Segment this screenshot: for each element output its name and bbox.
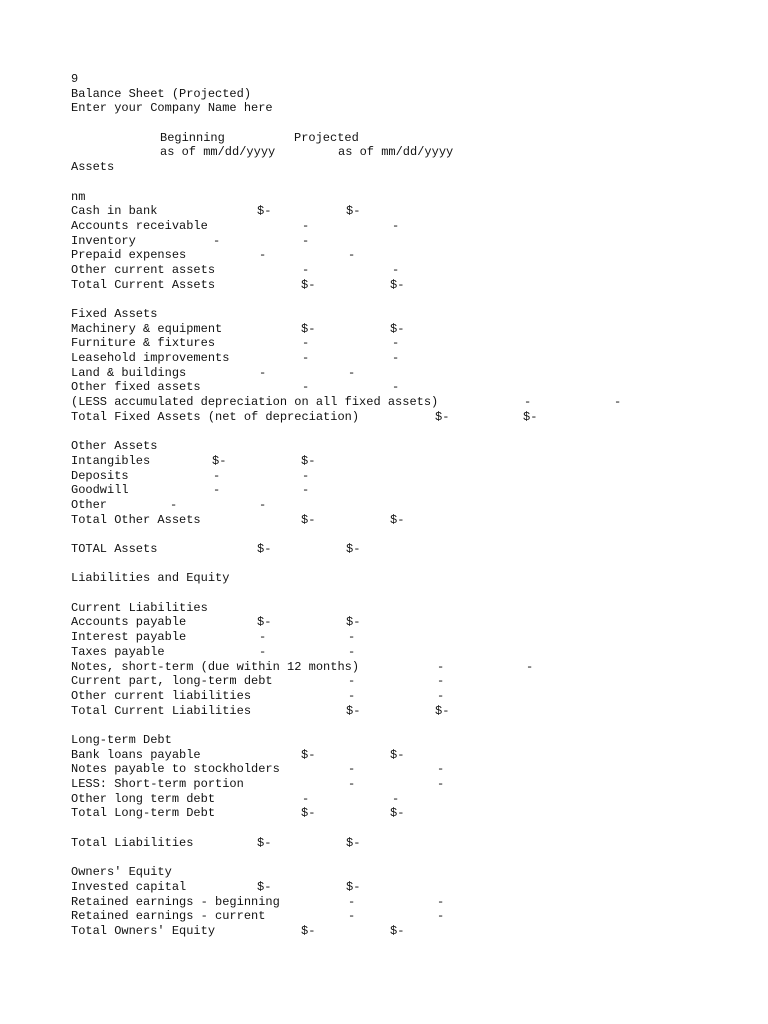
beginning-value: - xyxy=(259,644,267,659)
line-item-label: Total Current Liabilities xyxy=(71,703,252,718)
beginning-value: - xyxy=(302,351,310,366)
line-item-label: Invested capital xyxy=(71,879,187,894)
line-item-label: Total Owners' Equity xyxy=(71,923,216,938)
projected-value: $- xyxy=(346,615,361,630)
beginning-value: - xyxy=(213,483,221,498)
projected-value: - xyxy=(392,791,400,806)
beginning-value: $- xyxy=(301,806,316,821)
line-item-row xyxy=(0,645,768,660)
line-item-label: Leasehold improvements xyxy=(71,351,230,366)
projected-value: - xyxy=(302,468,310,483)
line-item-label: Total Long-term Debt xyxy=(71,806,216,821)
line-item-row xyxy=(0,204,768,219)
beginning-date: as of mm/dd/yyyy xyxy=(160,145,276,160)
projected-value: $- xyxy=(390,806,405,821)
line-item-row xyxy=(0,630,768,645)
beginning-value: $- xyxy=(301,321,316,336)
line-item-row xyxy=(0,336,768,351)
line-item-row xyxy=(0,190,768,205)
line-item-label: Furniture & fixtures xyxy=(71,336,216,351)
line-item-row xyxy=(0,234,768,249)
projected-value: - xyxy=(392,262,400,277)
blank-row xyxy=(0,425,768,440)
line-item-label: (LESS accumulated depreciation on all fixed assets) xyxy=(71,395,439,410)
line-item-label: Other fixed assets xyxy=(71,380,201,395)
projected-value: - xyxy=(392,218,400,233)
line-item-label: Liabilities and Equity xyxy=(71,571,230,586)
line-item-row xyxy=(0,322,768,337)
line-item-label: Inventory xyxy=(71,233,136,248)
projected-value: $- xyxy=(390,923,405,938)
line-item-label: Other current assets xyxy=(71,262,216,277)
document-title: Balance Sheet (Projected) xyxy=(71,86,252,101)
line-item-label: Taxes payable xyxy=(71,644,165,659)
beginning-value: - xyxy=(348,777,356,791)
line-item-label: Other Assets xyxy=(71,439,158,454)
blank-row xyxy=(0,175,768,190)
projected-value: $- xyxy=(390,321,405,336)
projected-value: $- xyxy=(390,277,405,292)
projected-value: - xyxy=(348,365,356,380)
beginning-value: $- xyxy=(257,204,272,219)
page-number: 9 xyxy=(71,72,79,86)
projected-value: $- xyxy=(346,835,361,850)
line-item-row xyxy=(0,880,768,895)
projected-value: - xyxy=(302,233,310,248)
beginning-value: - xyxy=(348,688,356,703)
line-item-label: Notes payable to stockholders xyxy=(71,762,280,777)
line-item-label: Goodwill xyxy=(71,483,129,498)
blank-row xyxy=(0,586,768,601)
line-item-row xyxy=(0,410,768,425)
beginning-value: $- xyxy=(301,512,316,527)
beginning-value: $- xyxy=(257,615,272,630)
projected-value: $- xyxy=(301,453,316,468)
projected-value: - xyxy=(348,644,356,659)
projected-value: - xyxy=(348,248,356,263)
projected-value: $- xyxy=(346,542,361,556)
line-item-row xyxy=(0,571,768,586)
beginning-value: - xyxy=(302,218,310,233)
beginning-value: $- xyxy=(212,453,227,468)
line-item-label: Deposits xyxy=(71,468,129,483)
beginning-value: $- xyxy=(301,923,316,938)
line-item-label: Accounts receivable xyxy=(71,218,208,233)
projected-date: as of mm/dd/yyyy xyxy=(338,145,454,160)
beginning-value: - xyxy=(302,262,310,277)
beginning-value: - xyxy=(302,336,310,351)
projected-value: $- xyxy=(390,512,405,527)
line-item-row xyxy=(0,160,768,175)
line-item-row xyxy=(0,777,768,792)
line-item-label: Assets xyxy=(71,160,115,175)
line-item-row xyxy=(0,748,768,763)
beginning-value: - xyxy=(348,762,356,777)
beginning-header: Beginning xyxy=(160,130,225,145)
projected-value: - xyxy=(437,674,445,689)
beginning-value: - xyxy=(524,395,532,410)
line-item-label: Land & buildings xyxy=(71,365,187,380)
beginning-value: $- xyxy=(301,747,316,762)
line-item-label: Total Liabilities xyxy=(71,835,194,850)
line-item-label: Retained earnings - current xyxy=(71,909,266,924)
beginning-value: $- xyxy=(257,542,272,556)
line-item-row xyxy=(0,248,768,263)
balance-sheet-document xyxy=(0,72,768,939)
line-item-row xyxy=(0,615,768,630)
line-item-row xyxy=(0,542,768,557)
projected-value: - xyxy=(259,497,267,512)
line-item-row xyxy=(0,278,768,293)
beginning-value: - xyxy=(302,380,310,395)
line-item-row xyxy=(0,792,768,807)
beginning-value: - xyxy=(348,894,356,909)
line-item-row xyxy=(0,513,768,528)
projected-value: $- xyxy=(390,747,405,762)
line-item-label: Total Fixed Assets (net of depreciation) xyxy=(71,409,360,424)
projected-value: - xyxy=(437,688,445,703)
line-item-label: LESS: Short-term portion xyxy=(71,777,244,791)
blank-row xyxy=(0,850,768,865)
line-item-row xyxy=(0,924,768,939)
projected-value: - xyxy=(392,351,400,366)
blank-row xyxy=(0,557,768,572)
projected-value: - xyxy=(437,909,445,924)
beginning-value: $- xyxy=(346,703,361,718)
line-item-row xyxy=(0,454,768,469)
line-item-row xyxy=(0,762,768,777)
line-item-row xyxy=(0,439,768,454)
line-item-row xyxy=(0,674,768,689)
line-item-label: Cash in bank xyxy=(71,204,158,219)
line-item-label: Prepaid expenses xyxy=(71,248,187,263)
beginning-value: - xyxy=(213,468,221,483)
line-item-label: Bank loans payable xyxy=(71,747,201,762)
line-item-row xyxy=(0,601,768,616)
blank-row xyxy=(0,292,768,307)
line-item-row xyxy=(0,263,768,278)
line-item-label: Notes, short-term (due within 12 months) xyxy=(71,659,360,674)
line-item-row xyxy=(0,483,768,498)
line-item-label: Current part, long-term debt xyxy=(71,674,273,689)
projected-value: $- xyxy=(523,409,538,424)
line-item-row xyxy=(0,395,768,410)
line-item-row xyxy=(0,219,768,234)
projected-value: - xyxy=(437,894,445,909)
line-item-label: nm xyxy=(71,189,86,204)
line-item-row xyxy=(0,836,768,851)
line-item-label: Fixed Assets xyxy=(71,307,158,321)
line-item-label: Other current liabilities xyxy=(71,688,252,703)
line-item-row xyxy=(0,704,768,719)
projected-value: - xyxy=(392,336,400,351)
line-item-row xyxy=(0,380,768,395)
line-item-row xyxy=(0,909,768,924)
line-item-label: Total Other Assets xyxy=(71,512,201,527)
line-item-label: Total Current Assets xyxy=(71,277,216,292)
projected-value: - xyxy=(348,630,356,645)
projected-value: $- xyxy=(346,879,361,894)
line-item-label: Accounts payable xyxy=(71,615,187,630)
beginning-value: $- xyxy=(435,409,450,424)
company-name: Enter your Company Name here xyxy=(71,101,273,116)
line-item-row xyxy=(0,689,768,704)
line-item-row xyxy=(0,865,768,880)
projected-value: - xyxy=(302,483,310,498)
blank-row xyxy=(0,527,768,542)
projected-value: $- xyxy=(435,703,450,718)
blank-row xyxy=(0,718,768,733)
line-items xyxy=(0,160,768,938)
line-item-row xyxy=(0,806,768,821)
beginning-value: - xyxy=(259,630,267,645)
line-item-label: Machinery & equipment xyxy=(71,321,223,336)
line-item-label: Interest payable xyxy=(71,630,187,645)
beginning-value: - xyxy=(259,365,267,380)
line-item-label: TOTAL Assets xyxy=(71,542,158,556)
line-item-row xyxy=(0,895,768,910)
beginning-value: - xyxy=(170,497,178,512)
line-item-row xyxy=(0,733,768,748)
line-item-row xyxy=(0,469,768,484)
line-item-label: Long-term Debt xyxy=(71,732,172,747)
beginning-value: - xyxy=(348,909,356,924)
line-item-row xyxy=(0,660,768,675)
line-item-label: Owners' Equity xyxy=(71,865,172,880)
beginning-value: - xyxy=(259,248,267,263)
beginning-value: - xyxy=(437,659,445,674)
line-item-row xyxy=(0,307,768,322)
beginning-value: $- xyxy=(257,879,272,894)
projected-header: Projected xyxy=(294,130,359,145)
projected-value: - xyxy=(614,395,622,410)
projected-value: - xyxy=(526,659,534,674)
line-item-row xyxy=(0,366,768,381)
projected-value: - xyxy=(437,762,445,777)
line-item-label: Other long term debt xyxy=(71,791,216,806)
beginning-value: - xyxy=(348,674,356,689)
line-item-label: Other xyxy=(71,497,108,512)
beginning-value: $- xyxy=(257,835,272,850)
projected-value: $- xyxy=(346,204,361,219)
line-item-row xyxy=(0,498,768,513)
beginning-value: - xyxy=(213,233,221,248)
blank-row xyxy=(0,821,768,836)
line-item-label: Retained earnings - beginning xyxy=(71,894,280,909)
projected-value: - xyxy=(392,380,400,395)
line-item-row xyxy=(0,351,768,366)
line-item-label: Current Liabilities xyxy=(71,600,208,615)
beginning-value: - xyxy=(302,791,310,806)
line-item-label: Intangibles xyxy=(71,453,151,468)
beginning-value: $- xyxy=(301,277,316,292)
projected-value: - xyxy=(437,777,445,791)
